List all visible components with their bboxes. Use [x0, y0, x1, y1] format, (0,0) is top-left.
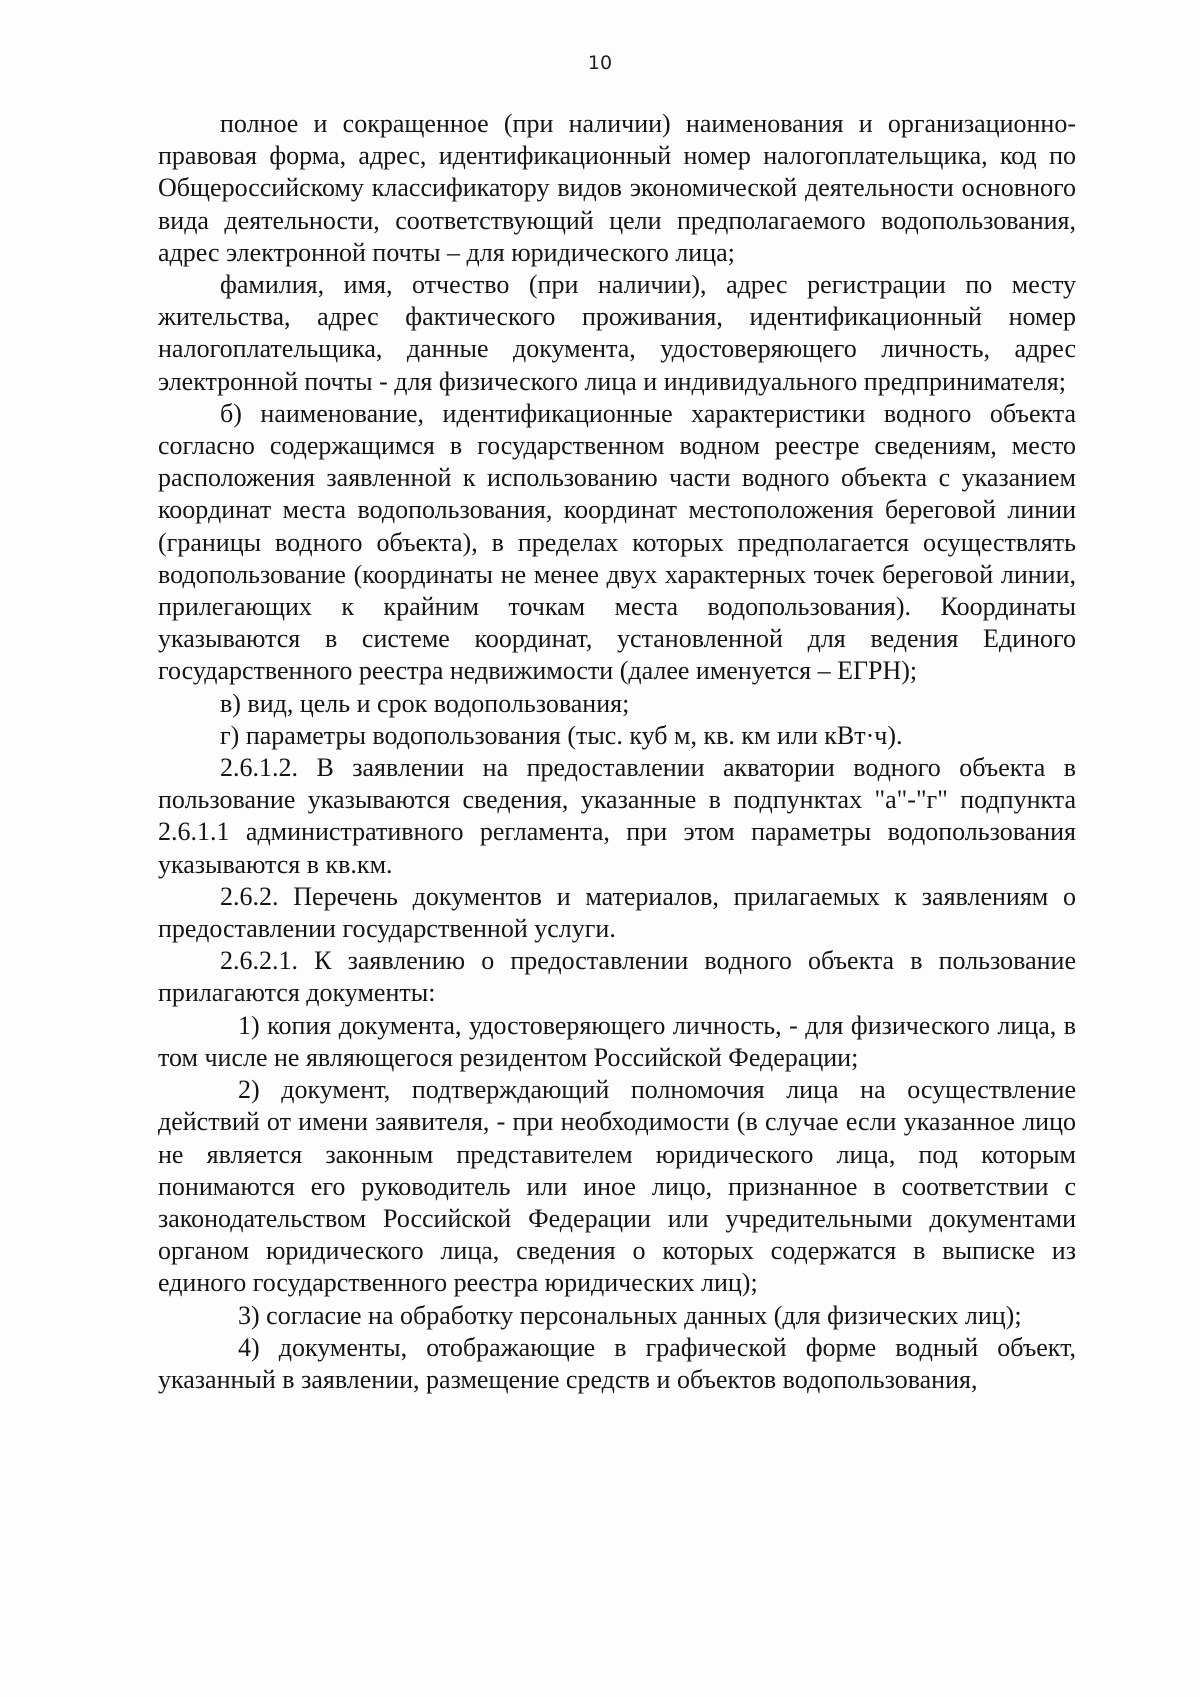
paragraph-clause-2-6-2: 2.6.2. Перечень документов и материалов, прилагаемых к заявлениям о предоставлении государственной услуги. — [158, 881, 1076, 944]
paragraph-legal-entity-details: полное и сокращенное (при наличии) наименования и организационно-правовая форма, адрес, идентификационный номер налогоплательщика, код по Общероссийскому классификатору видов экономической деятельности основного вида деятельности, соответствующий цели предполагаемого водопользования, адрес электронной почты – для юридического лица; — [158, 109, 1076, 267]
paragraph-subitem-v: в) вид, цель и срок водопользования; — [220, 688, 630, 718]
paragraph-subitem-g: г) параметры водопользования (тыс. куб м, кв. км или кВт·ч). — [220, 720, 903, 750]
list-item-4: 4) документы, отображающие в графической форме водный объект, указанный в заявлении, размещение средств и объектов водопользования, — [158, 1332, 1076, 1394]
paragraph-subitem-b: б) наименование, идентификационные характеристики водного объекта согласно содержащимся в государственном водном реестре сведениям, место расположения заявленной к использованию части водного объекта с указанием координат места водопользования, координат местоположения береговой линии (границы водного объекта), в пределах которых предполагается осуществлять водопользование (координаты не менее двух характерных точек береговой линии, прилегающих к крайним точкам места водопользования). Координаты указываются в системе координат, установленной для ведения Единого государственного реестра недвижимости (далее именуется – ЕГРН); — [158, 398, 1076, 686]
list-item-2: 2) документ, подтверждающий полномочия лица на осуществление действий от имени заявителя, - при необходимости (в случае если указанное лицо не является законным представителем юридического лица, под которым понимаются его руководитель или иное лицо, признанное в соответствии с законодательством Российской Федерации или учредительными документами органом юридического лица, сведения о которых содержатся в выписке из единого государственного реестра юридических лиц); — [158, 1075, 1076, 1298]
paragraph-individual-details: фамилия, имя, отчество (при наличии), адрес регистрации по месту жительства, адрес фактического проживания, идентификационный номер налогоплательщика, данные документа, удостоверяющего личность, адрес электронной почты - для физического лица и индивидуального предпринимателя; — [158, 270, 1076, 396]
page-number: 10 — [587, 52, 613, 74]
paragraph-clause-2-6-1-2: 2.6.1.2. В заявлении на предоставлении акватории водного объекта в пользование указываются сведения, указанные в подпунктах "а"-"г" подпункта 2.6.1.1 административного регламента, при этом параметры водопользования указываются в кв.км. — [158, 753, 1076, 879]
list-item-3: 3) согласие на обработку персональных данных (для физических лиц); — [238, 1300, 1022, 1330]
paragraph-clause-2-6-2-1: 2.6.2.1. К заявлению о предоставлении водного объекта в пользование прилагаются документы: — [158, 946, 1076, 1008]
list-item-1: 1) копия документа, удостоверяющего личность, - для физического лица, в том числе не являющегося резидентом Российской Федерации; — [158, 1010, 1076, 1072]
document-body — [158, 108, 1076, 1396]
